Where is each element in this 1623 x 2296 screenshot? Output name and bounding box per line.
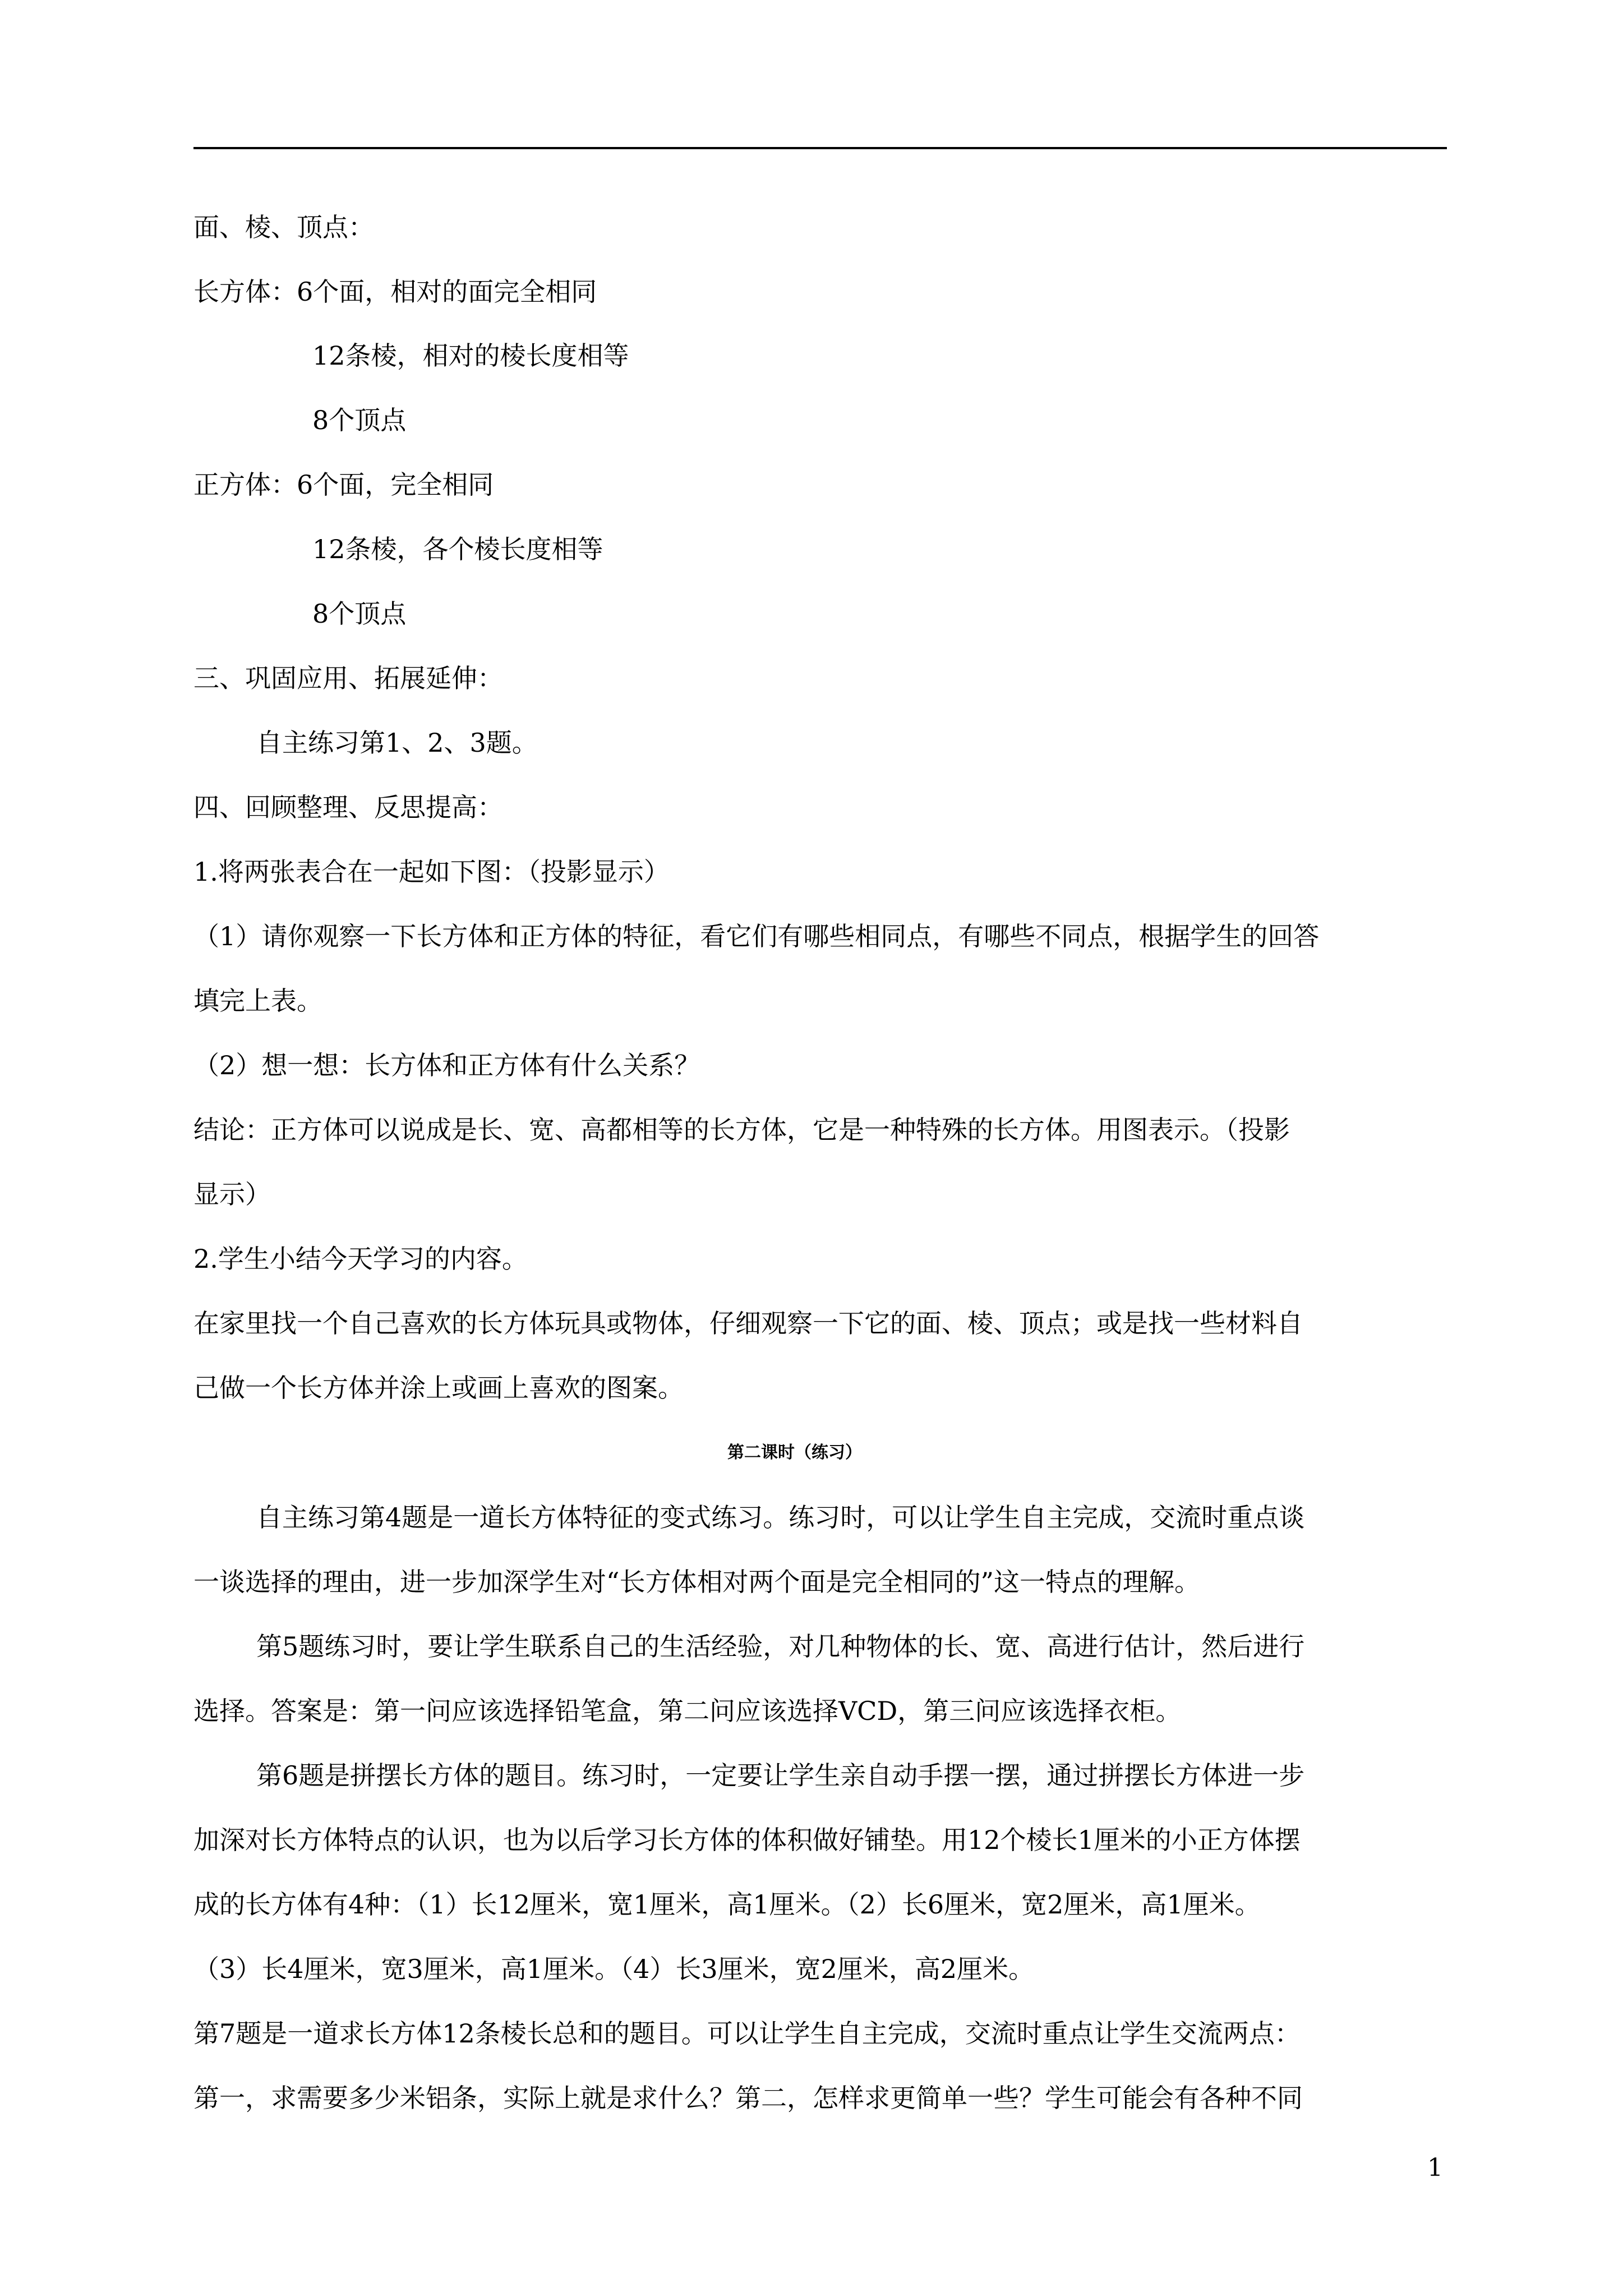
text-line: 己做一个长方体并涂上或画上喜欢的图案。 [193, 1373, 684, 1403]
header-rule [193, 147, 1447, 149]
text-line: 自主练习第4题是一道长方体特征的变式练习。练习时，可以让学生自主完成，交流时重点谈 [256, 1502, 1305, 1533]
text-line: 长方体：6个面，相对的面完全相同 [193, 277, 597, 307]
text-line: （3）长4厘米，宽3厘米，高1厘米。（4）长3厘米，宽2厘米，高2厘米。 [193, 1954, 1035, 1984]
text-line: 自主练习第1、2、3题。 [256, 728, 538, 758]
lesson-heading: 第二课时（练习） [727, 1443, 862, 1462]
text-line: 第5题练习时，要让学生联系自己的生活经验，对几种物体的长、宽、高进行估计，然后进行 [256, 1631, 1305, 1662]
text-line: 第7题是一道求长方体12条棱长总和的题目。可以让学生自主完成，交流时重点让学生交流两点： [193, 2018, 1301, 2049]
text-line: 正方体：6个面，完全相同 [193, 470, 494, 500]
text-line: 一谈选择的理由，进一步加深学生对“长方体相对两个面是完全相同的”这一特点的理解。 [193, 1567, 1201, 1597]
text-line: 选择。答案是：第一问应该选择铅笔盒，第二问应该选择VCD，第三问应该选择衣柜。 [193, 1696, 1182, 1726]
text-line: （2）想一想：长方体和正方体有什么关系？ [193, 1050, 700, 1080]
text-line: 第6题是拼摆长方体的题目。练习时，一定要让学生亲自动手摆一摆，通过拼摆长方体进一步 [256, 1760, 1305, 1791]
text-line: 结论：正方体可以说成是长、宽、高都相等的长方体，它是一种特殊的长方体。用图表示。（投影 [193, 1115, 1290, 1145]
text-line: 在家里找一个自己喜欢的长方体玩具或物体，仔细观察一下它的面、棱、顶点；或是找一些材料自 [193, 1308, 1303, 1338]
text-line: 8个顶点 [312, 599, 407, 629]
text-line: 1.将两张表合在一起如下图：（投影显示） [193, 857, 670, 887]
text-line: 8个顶点 [312, 405, 407, 435]
text-line: 2.学生小结今天学习的内容。 [193, 1244, 528, 1274]
text-line: 加深对长方体特点的认识，也为以后学习长方体的体积做好铺垫。用12个棱长1厘米的小正方体摆 [193, 1825, 1301, 1855]
text-line: 面、棱、顶点： [193, 212, 374, 242]
text-line: 第一，求需要多少米铝条，实际上就是求什么？第二，怎样求更简单一些？学生可能会有各种不同 [193, 2083, 1303, 2113]
section-heading: 四、回顾整理、反思提高： [193, 792, 503, 822]
text-line: 显示） [193, 1179, 271, 1209]
text-line: （1）请你观察一下长方体和正方体的特征，看它们有哪些相同点，有哪些不同点，根据学生的回答 [193, 921, 1320, 951]
page-number: 1 [1427, 2154, 1443, 2182]
text-line: 12条棱，各个棱长度相等 [312, 534, 603, 564]
text-line: 填完上表。 [193, 986, 322, 1016]
text-line: 成的长方体有4种：（1）长12厘米，宽1厘米，高1厘米。（2）长6厘米，宽2厘米，高1厘米。 [193, 1889, 1261, 1920]
section-heading: 三、巩固应用、拓展延伸： [193, 663, 503, 693]
text-line: 12条棱，相对的棱长度相等 [312, 341, 629, 371]
